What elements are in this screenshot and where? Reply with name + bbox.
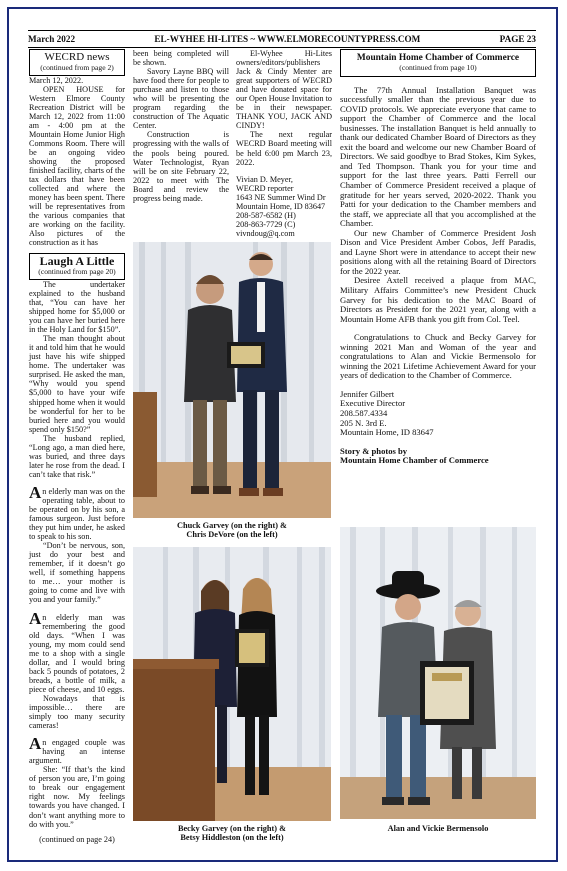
chamber-sig-line: 208.587.4334	[340, 408, 388, 418]
column-chamber	[340, 49, 536, 519]
photo-1-illustration	[133, 242, 331, 518]
joke-3	[29, 608, 125, 694]
chamber-heading-box	[340, 49, 536, 77]
joke-2-dropcap: A	[29, 482, 42, 502]
wecrd-sig-line: vivndoug@q.com	[236, 228, 295, 238]
chamber-photo-credit	[340, 447, 536, 466]
caption-photo-1	[133, 521, 331, 540]
wecrd-paragraph-2: been being completed will be shown.	[133, 49, 229, 68]
joke-3-text: n elderly man was remembering the good old days. “When I was young, my mom could send me to a shop with a single dollar, and I would bring back 5 pounds of potatoes, 2 breads, a bottle of milk, a piece of cheese, and 10 eggs.	[29, 612, 125, 694]
wecrd-paragraph-3: Savory Layne BBQ will have food there for people to purchase and listen to those who will be presenting the program regarding the construction of The Aquatic Center.	[133, 67, 229, 131]
joke-4-text: n engaged couple was having an intense argument.	[29, 738, 125, 766]
wecrd-paragraph-5: El-Wyhee Hi-Lites owners/editors/publishers Jack & Cindy Menter are great supporters of WECRD and have donated space for our Open House Invitation to be in their newspaper. THANK YOU, JACK AND CINDY!	[236, 49, 332, 131]
laugh-paragraph-2: The man thought about it and told him that he would just have his wife shipped home. The undertaker was surprised. He asked the man, “Why would you spend $5,000 to have your wife shipped home when it would be wonderful for her to be buried here and you would spend only $150?”	[29, 334, 125, 434]
chamber-sig-line: Mountain Home, ID 83647	[340, 427, 434, 438]
chamber-paragraph-3: Desiree Axtell received a plaque from MAC, Military Affairs Committee’s new President Chuck Garvey for his dedication to the MAC Board of Directors as President for the 2021 year, along with a Mountain Home AFB thank you gift from Col. Teel.	[340, 275, 536, 324]
wecrd-sig-line: 208-863-7729 (C)	[236, 219, 296, 229]
wecrd-sig-line: Mountain Home, ID 83647	[236, 201, 326, 211]
photo-2-illustration	[133, 547, 331, 821]
wecrd-sig-line: WECRD reporter	[236, 183, 294, 193]
laugh-heading-box	[29, 253, 125, 280]
joke-3-punchline: Nowadays that is impossible… there are simply too many security cameras!	[29, 693, 125, 731]
wecrd-sig-line: Vivian D. Meyer,	[236, 174, 293, 184]
chamber-sig-line: 205 N. 3rd E.	[340, 417, 387, 428]
wecrd-heading-box	[29, 49, 125, 76]
chamber-signature	[340, 390, 536, 438]
photo-3-illustration	[340, 527, 536, 819]
column-left	[29, 49, 125, 842]
wecrd-sig-line: 1643 NE Summer Wind Dr	[236, 192, 326, 202]
joke-4-quote: She: “If that’s the kind of person you are, I’m going to break our engagement right now. My feelings towards you have changed. I don’t want anything more to do with you.”	[29, 765, 125, 829]
laugh-continued: (continued from page 20)	[38, 267, 116, 277]
photo-becky-betsy	[133, 547, 331, 821]
wecrd-paragraph-1: OPEN HOUSE for Western Elmore County Recreation District will be March 12, 2022 from 11:00 am - 4:00 pm at the Mountain Home Junior High Commons Room. There will be an ongoing video showing the proposed finished facility, charts of the tax dollars that have been collected and where the money has been spent. There will be representatives from the various companies that are working on the facility. Also pictures of the construction as it has	[29, 84, 125, 248]
laugh-title: Laugh A Little	[39, 254, 115, 269]
column-wecrd-3	[236, 49, 332, 239]
page-header	[28, 30, 536, 48]
wecrd-paragraph-4: Construction is progressing with the walls of the pools being poured. Water Technologist, Ryan will be on site February 22, 2022 to meet with The Board and review the progress being made.	[133, 130, 229, 203]
chamber-title: Mountain Home Chamber of Commerce	[356, 53, 520, 63]
wecrd-date-line: March 12, 2022.	[29, 75, 84, 85]
wecrd-continued: (continued from page 2)	[40, 63, 114, 72]
header-page-number: PAGE 23	[499, 34, 536, 44]
header-date: March 2022	[28, 34, 76, 44]
chamber-paragraph-2: Our new Chamber of Commerce President Josh Dison and Vice President Amber Cobos, Jeff Paradis, and Layne Short were in attendance to accept their new positions along with all the retaining Board of Directors for the 2022 year.	[340, 227, 536, 276]
chamber-paragraph-1: The 77th Annual Installation Banquet was successfully smaller than the previous year due to COVID protocols. We appreciate everyone that came to support the Chamber of Commerce and the local businesses. The installation Banquet is held annually to thank our dedicated Chamber Board of Directors as they exit the board and welcome our new Chamber Board of Directors. We said goodbye to Brad Stokes, Kim Sykes, and Ted Thompson. Thank you for your time and support for the last three years. Patti Ferrell our Chamber of Commerce President received a plaque of gratitude for her years served, 2020-2022. Thank you Patti for your dedication to the Chamber members and the staff, we appreciate all that you accomplished at the Chamber.	[340, 84, 536, 229]
caption-line: Betsy Hiddleston (on the left)	[180, 833, 284, 843]
caption-line: Becky Garvey (on the right) &	[177, 824, 287, 833]
joke-4	[29, 734, 125, 766]
photo-chuck-chris	[133, 242, 331, 518]
chamber-sig-line: Executive Director	[340, 398, 406, 409]
caption-photo-3	[340, 824, 536, 833]
credit-line: Mountain Home Chamber of Commerce	[340, 455, 489, 466]
wecrd-paragraph-6: The next regular WECRD Board meeting will be held 6:00 pm March 23, 2022.	[236, 130, 332, 167]
caption-line: Chuck Garvey (on the right) &	[177, 521, 287, 530]
chamber-sig-line: Jennifer Gilbert	[340, 388, 395, 399]
wecrd-sig-line: 208-587-6582 (H)	[236, 210, 296, 220]
header-title: EL-WYHEE HI-LITES ~ WWW.ELMORECOUNTYPRESS.COM	[154, 34, 421, 44]
joke-4-dropcap: A	[29, 734, 42, 754]
column-wecrd-2	[133, 49, 229, 239]
joke-2-quote: “Don’t be nervous, son, just do your best and remember, if it doesn’t go well, if something happens to me… your mother is going to come and live with you and your family.”	[29, 541, 125, 605]
wecrd-signature	[236, 175, 332, 238]
credit-line: Story & photos by	[340, 445, 408, 456]
joke-2-text: n elderly man was on the operating table, about to be operated on by his son, a famous surgeon. Just before they put him under, he asked to speak to his son.	[29, 486, 125, 542]
photo-alan-vickie	[340, 527, 536, 819]
chamber-paragraph-4: Congratulations to Chuck and Becky Garvey for winning 2021 Man and Woman of the year and congratulations to Alan and Vickie Bermensolo for winning the 2021 Lifetime Achievement Award for your years of dedication to the Chamber of Commerce.	[340, 332, 536, 381]
laugh-paragraph-3: The husband replied, “Long ago, a man died here, was buried, and three days later he rose from the dead. I can’t take that risk.”	[29, 433, 125, 479]
caption-line: Chris DeVore (on the left)	[186, 530, 278, 540]
joke-2	[29, 482, 125, 542]
caption-photo-2	[133, 824, 331, 843]
joke-3-dropcap: A	[29, 608, 42, 628]
wecrd-title: WECRD news	[44, 51, 110, 63]
caption-line: Alan and Vickie Bermensolo	[387, 824, 489, 833]
laugh-paragraph-1: The undertaker explained to the husband that, “You can have her shipped home for $5,000 or you can have her buried here in the Holy Land for $150”.	[29, 279, 125, 335]
chamber-continued: (continued from page 10)	[399, 63, 477, 72]
laugh-continued-on: (continued on page 24)	[39, 834, 115, 844]
